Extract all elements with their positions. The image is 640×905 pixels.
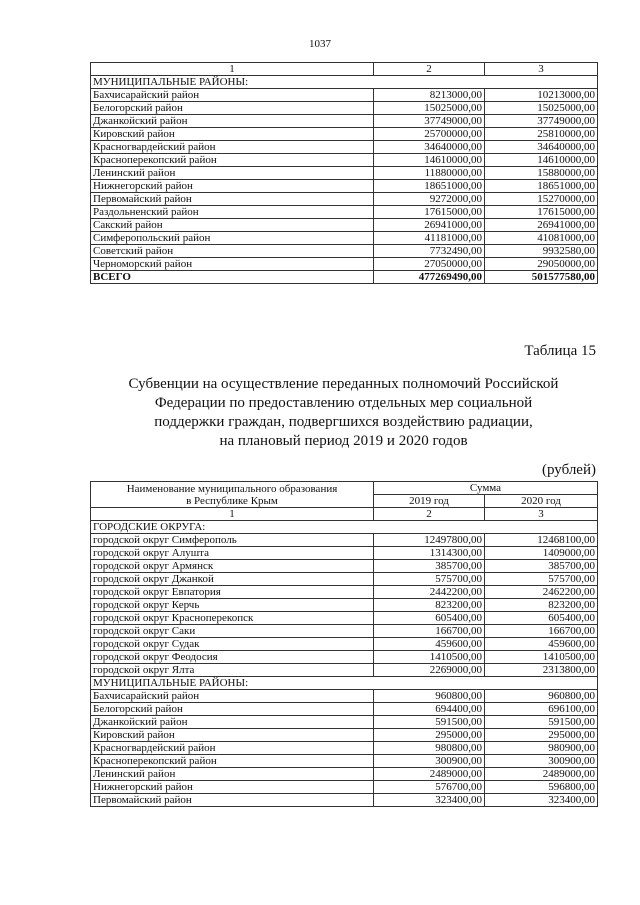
- value-2019: 34640000,00: [374, 141, 485, 154]
- value-2020: 459600,00: [485, 638, 598, 651]
- name-column-header: [91, 482, 374, 508]
- column-number-2: 2: [374, 63, 485, 76]
- value-2019: 300900,00: [374, 755, 485, 768]
- table-row: [91, 560, 598, 573]
- name-header-line2: в Республике Крым: [186, 494, 278, 507]
- table-row: [91, 534, 598, 547]
- value-2020: 1409000,00: [485, 547, 598, 560]
- table-continuation: [90, 62, 598, 284]
- value-2020: 823200,00: [485, 599, 598, 612]
- value-2020: 323400,00: [485, 794, 598, 807]
- subvention-table: [90, 481, 598, 807]
- value-2020: 295000,00: [485, 729, 598, 742]
- value-2020: 980900,00: [485, 742, 598, 755]
- value-2019: 477269490,00: [374, 271, 485, 284]
- value-2020: 25810000,00: [485, 128, 598, 141]
- table-row: [91, 573, 598, 586]
- table-row: [91, 102, 598, 115]
- table-row: [91, 115, 598, 128]
- column-number-3: 3: [485, 63, 598, 76]
- row-name: городской округ Керчь: [91, 599, 374, 612]
- table-label: Таблица 15: [524, 343, 596, 359]
- section-row: [91, 521, 598, 534]
- table-row: [91, 781, 598, 794]
- table-row: [91, 219, 598, 232]
- value-2020: 15270000,00: [485, 193, 598, 206]
- name-header-line1: Наименование муниципального образования: [126, 482, 338, 495]
- year-2019-header: 2019 год: [374, 495, 485, 508]
- row-name: Красногвардейский район: [91, 742, 374, 755]
- row-name: Бахчисарайский район: [91, 89, 374, 102]
- value-2019: 41181000,00: [374, 232, 485, 245]
- table-row: [91, 625, 598, 638]
- table-row: [91, 716, 598, 729]
- value-2019: 694400,00: [374, 703, 485, 716]
- value-2020: 18651000,00: [485, 180, 598, 193]
- table-row: [91, 651, 598, 664]
- value-2020: 2462200,00: [485, 586, 598, 599]
- value-2019: 576700,00: [374, 781, 485, 794]
- row-name: Красноперекопский район: [91, 154, 374, 167]
- value-2019: 980800,00: [374, 742, 485, 755]
- column-number-1: 1: [91, 63, 374, 76]
- table-row: [91, 128, 598, 141]
- value-2019: 8213000,00: [374, 89, 485, 102]
- table-row: [91, 89, 598, 102]
- value-2020: 29050000,00: [485, 258, 598, 271]
- row-name: городской округ Джанкой: [91, 573, 374, 586]
- page-number: 1037: [309, 38, 331, 50]
- row-name: Белогорский район: [91, 703, 374, 716]
- row-name: Симферопольский район: [91, 232, 374, 245]
- row-name: Кировский район: [91, 128, 374, 141]
- row-name: Нижнегорский район: [91, 781, 374, 794]
- value-2020: 2489000,00: [485, 768, 598, 781]
- table-row: [91, 245, 598, 258]
- table-row: [91, 612, 598, 625]
- value-2019: 1314300,00: [374, 547, 485, 560]
- section-row: [91, 76, 598, 89]
- table-row: [91, 547, 598, 560]
- row-name: Первомайский район: [91, 193, 374, 206]
- value-2020: 15880000,00: [485, 167, 598, 180]
- value-2020: 37749000,00: [485, 115, 598, 128]
- table-row: [91, 690, 598, 703]
- column-number-1: 1: [91, 508, 374, 521]
- value-2020: 2313800,00: [485, 664, 598, 677]
- title-line: Федерации по предоставлению отдельных мер социальной: [154, 395, 533, 411]
- table-row: [91, 729, 598, 742]
- row-name: Сакский район: [91, 219, 374, 232]
- value-2020: 605400,00: [485, 612, 598, 625]
- value-2019: 25700000,00: [374, 128, 485, 141]
- value-2019: 605400,00: [374, 612, 485, 625]
- row-name: Красногвардейский район: [91, 141, 374, 154]
- table-row: [91, 154, 598, 167]
- value-2020: 501577580,00: [485, 271, 598, 284]
- row-name: Нижнегорский район: [91, 180, 374, 193]
- value-2020: 960800,00: [485, 690, 598, 703]
- row-name: Кировский район: [91, 729, 374, 742]
- value-2019: 2442200,00: [374, 586, 485, 599]
- value-2020: 591500,00: [485, 716, 598, 729]
- value-2019: 26941000,00: [374, 219, 485, 232]
- column-number-row: [91, 63, 598, 76]
- section-row: [91, 677, 598, 690]
- value-2019: 166700,00: [374, 625, 485, 638]
- row-name: Белогорский район: [91, 102, 374, 115]
- table-row: [91, 206, 598, 219]
- table-row: [91, 742, 598, 755]
- table-title: [90, 375, 597, 451]
- table-row: [91, 586, 598, 599]
- value-2020: 34640000,00: [485, 141, 598, 154]
- units-label: (рублей): [541, 462, 596, 478]
- row-name: Джанкойский район: [91, 115, 374, 128]
- row-name: городской округ Симферополь: [91, 534, 374, 547]
- table-row: [91, 794, 598, 807]
- row-name: Ленинский район: [91, 768, 374, 781]
- value-2019: 2489000,00: [374, 768, 485, 781]
- table-row: [91, 232, 598, 245]
- value-2019: 27050000,00: [374, 258, 485, 271]
- value-2020: 385700,00: [485, 560, 598, 573]
- row-name: Черноморский район: [91, 258, 374, 271]
- value-2019: 7732490,00: [374, 245, 485, 258]
- table-row: [91, 193, 598, 206]
- table-row: [91, 638, 598, 651]
- column-number-row: [91, 508, 598, 521]
- header-row: [91, 482, 598, 495]
- value-2019: 12497800,00: [374, 534, 485, 547]
- value-2019: 823200,00: [374, 599, 485, 612]
- row-name: ВСЕГО: [91, 271, 374, 284]
- row-name: Красноперекопский район: [91, 755, 374, 768]
- table-row: [91, 664, 598, 677]
- value-2019: 11880000,00: [374, 167, 485, 180]
- sum-header: Сумма: [374, 482, 598, 495]
- value-2019: 295000,00: [374, 729, 485, 742]
- title-line: Субвенции на осуществление переданных полномочий Российской: [128, 376, 559, 392]
- value-2019: 14610000,00: [374, 154, 485, 167]
- row-name: Ленинский район: [91, 167, 374, 180]
- row-name: Раздольненский район: [91, 206, 374, 219]
- value-2020: 26941000,00: [485, 219, 598, 232]
- table-row: [91, 768, 598, 781]
- value-2020: 17615000,00: [485, 206, 598, 219]
- row-name: городской округ Армянск: [91, 560, 374, 573]
- table-row: [91, 599, 598, 612]
- row-name: Советский район: [91, 245, 374, 258]
- row-name: Джанкойский район: [91, 716, 374, 729]
- value-2019: 17615000,00: [374, 206, 485, 219]
- value-2019: 591500,00: [374, 716, 485, 729]
- section-heading-districts: МУНИЦИПАЛЬНЫЕ РАЙОНЫ:: [91, 677, 598, 690]
- column-number-3: 3: [485, 508, 598, 521]
- value-2019: 37749000,00: [374, 115, 485, 128]
- title-line: на плановый период 2019 и 2020 годов: [219, 433, 468, 449]
- row-name: городской округ Судак: [91, 638, 374, 651]
- year-2020-header: 2020 год: [485, 495, 598, 508]
- value-2020: 696100,00: [485, 703, 598, 716]
- row-name: Бахчисарайский район: [91, 690, 374, 703]
- value-2020: 9932580,00: [485, 245, 598, 258]
- table-row: [91, 258, 598, 271]
- value-2020: 575700,00: [485, 573, 598, 586]
- value-2019: 575700,00: [374, 573, 485, 586]
- value-2020: 41081000,00: [485, 232, 598, 245]
- row-name: городской округ Евпатория: [91, 586, 374, 599]
- value-2019: 9272000,00: [374, 193, 485, 206]
- value-2019: 960800,00: [374, 690, 485, 703]
- value-2020: 15025000,00: [485, 102, 598, 115]
- row-name: городской округ Саки: [91, 625, 374, 638]
- section-heading-cities: ГОРОДСКИЕ ОКРУГА:: [91, 521, 598, 534]
- row-name: городской округ Ялта: [91, 664, 374, 677]
- row-name: Первомайский район: [91, 794, 374, 807]
- value-2020: 12468100,00: [485, 534, 598, 547]
- value-2020: 300900,00: [485, 755, 598, 768]
- table-row: [91, 180, 598, 193]
- value-2019: 15025000,00: [374, 102, 485, 115]
- value-2019: 385700,00: [374, 560, 485, 573]
- row-name: городской округ Красноперекопск: [91, 612, 374, 625]
- table-row: [91, 141, 598, 154]
- value-2019: 459600,00: [374, 638, 485, 651]
- title-line: поддержки граждан, подвергшихся воздействию радиации,: [154, 414, 533, 430]
- table-row: [91, 167, 598, 180]
- value-2020: 10213000,00: [485, 89, 598, 102]
- value-2020: 1410500,00: [485, 651, 598, 664]
- section-heading: МУНИЦИПАЛЬНЫЕ РАЙОНЫ:: [91, 76, 598, 89]
- value-2020: 166700,00: [485, 625, 598, 638]
- total-row: [91, 271, 598, 284]
- value-2019: 1410500,00: [374, 651, 485, 664]
- value-2020: 14610000,00: [485, 154, 598, 167]
- value-2019: 18651000,00: [374, 180, 485, 193]
- value-2019: 2269000,00: [374, 664, 485, 677]
- value-2019: 323400,00: [374, 794, 485, 807]
- row-name: городской округ Алушта: [91, 547, 374, 560]
- column-number-2: 2: [374, 508, 485, 521]
- value-2020: 596800,00: [485, 781, 598, 794]
- table-row: [91, 703, 598, 716]
- row-name: городской округ Феодосия: [91, 651, 374, 664]
- table-row: [91, 755, 598, 768]
